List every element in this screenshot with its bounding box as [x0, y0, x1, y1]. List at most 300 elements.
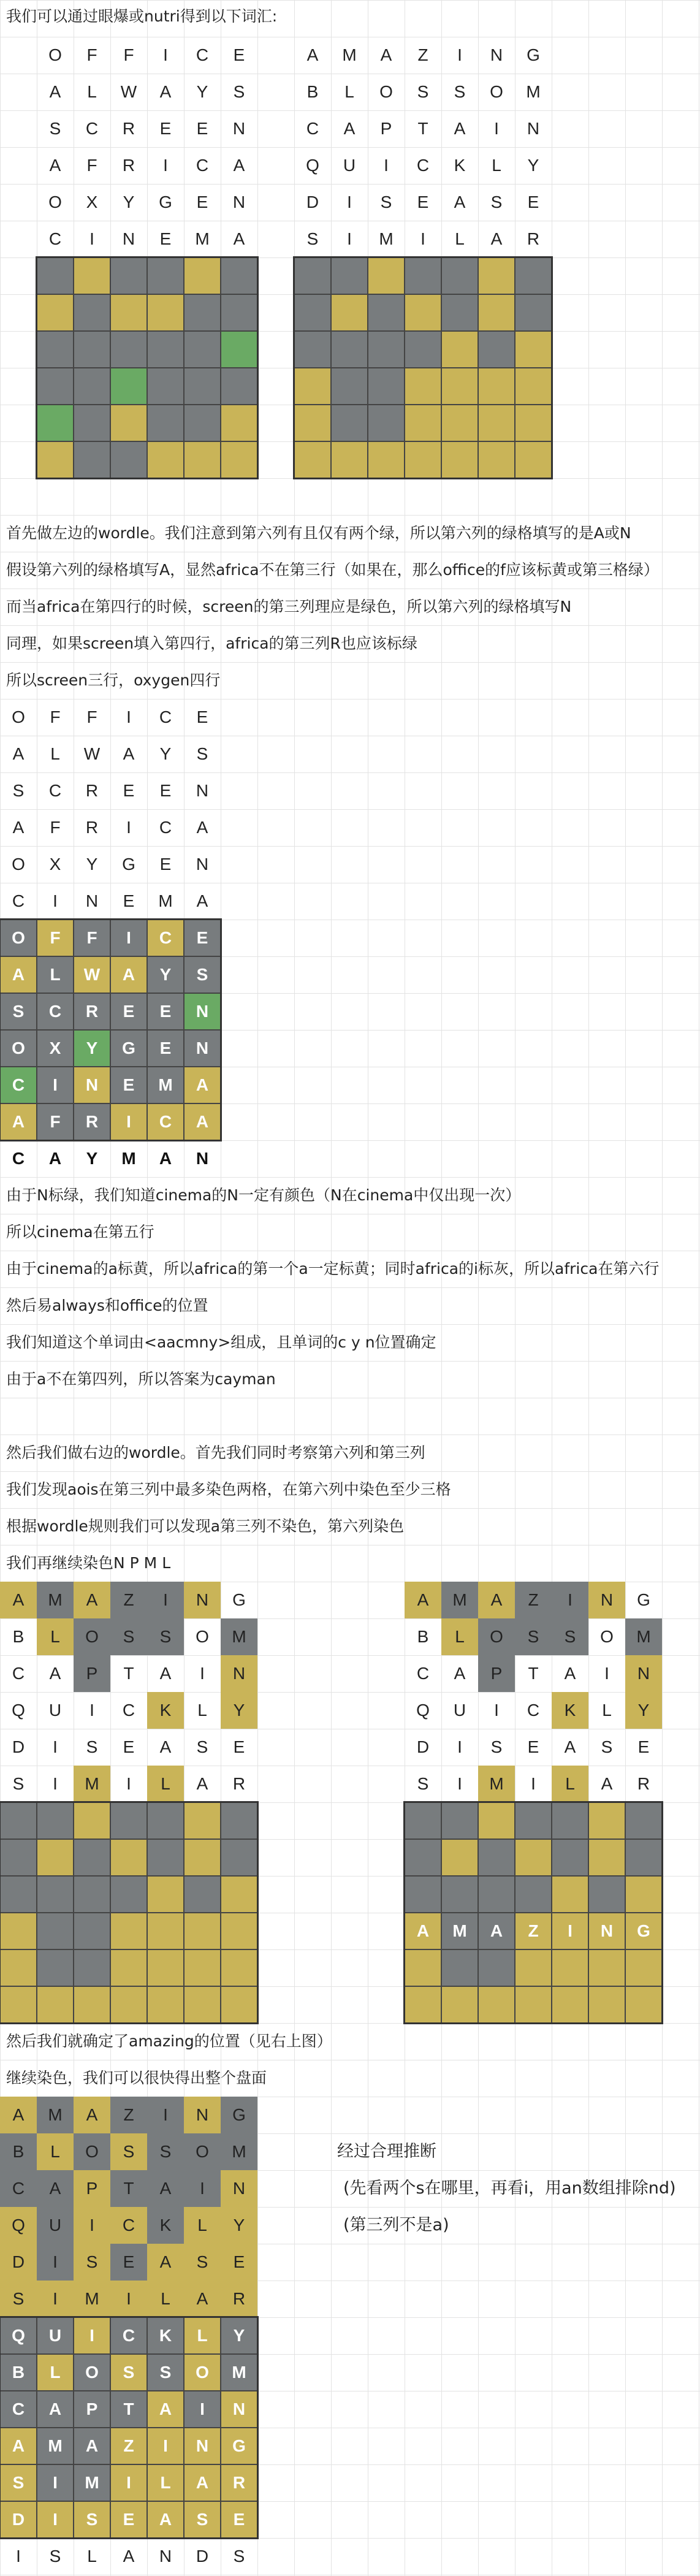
- right-pattern-partial-a-cell: [74, 1913, 110, 1949]
- left-word-list-cell: I: [89, 229, 94, 248]
- left-word-list-2-cell: O: [12, 855, 25, 874]
- right-answer-row-cell: I: [16, 2547, 21, 2566]
- right-word-list-cell: C: [416, 156, 430, 175]
- right-words-partial-b-cell: L: [552, 1766, 588, 1802]
- right-words-partial-a-cell: O: [196, 1627, 209, 1646]
- right-words-partial-b-cell: C: [416, 1664, 430, 1683]
- right-solved-board-cell: I: [37, 2464, 74, 2501]
- right-pattern-grid-cell: [368, 331, 405, 368]
- right-pattern-partial-a-cell: [221, 1913, 257, 1949]
- text-p2: 假设第六列的绿格填写A，显然africa不在第三行（如果在，那么office的f应该标黄或第三格绿）: [6, 561, 659, 579]
- right-words-full-cell: U: [37, 2207, 74, 2244]
- right-words-partial-b-cell: S: [417, 1774, 429, 1793]
- right-pattern-partial-b-cell: [588, 1986, 625, 2023]
- right-pattern-partial-b-cell: M: [441, 1913, 478, 1949]
- right-words-full-cell: S: [0, 2281, 37, 2317]
- right-pattern-partial-b-cell: [515, 1876, 552, 1913]
- left-pattern-grid-cell: [110, 257, 147, 294]
- right-word-list-cell: I: [384, 156, 389, 175]
- right-pattern-partial-b-cell: [478, 1839, 515, 1876]
- right-word-list-cell: Z: [417, 45, 428, 64]
- right-solved-board-cell: I: [184, 2391, 221, 2428]
- left-pattern-grid-cell: [184, 294, 221, 331]
- left-pattern-grid: [37, 257, 257, 478]
- left-word-list-2-cell: F: [50, 707, 61, 726]
- right-word-list-cell: I: [457, 45, 462, 64]
- right-pattern-partial-b-cell: [625, 1949, 662, 1986]
- right-words-partial-b-cell: A: [454, 1664, 466, 1683]
- left-solved-board-cell: A: [110, 956, 147, 993]
- right-words-full-cell: Z: [110, 2097, 147, 2133]
- right-words-full-cell: G: [221, 2097, 257, 2133]
- right-pattern-grid-cell: [331, 441, 368, 478]
- text-p7: 所以cinema在第五行: [6, 1223, 154, 1241]
- right-pattern-partial-b-cell: [478, 1949, 515, 1986]
- right-pattern-grid-cell: [515, 368, 552, 405]
- right-words-full-cell: M: [74, 2281, 110, 2317]
- right-solved-board-cell: N: [184, 2428, 221, 2464]
- right-solved-board-cell: U: [37, 2317, 74, 2354]
- text-p9: 然后易always和office的位置: [6, 1297, 208, 1314]
- right-word-list-cell: I: [494, 119, 499, 138]
- right-words-partial-b-cell: M: [441, 1582, 478, 1618]
- left-pattern-grid-cell: [221, 294, 257, 331]
- text-p15: 我们再继续染色N P M L: [6, 1554, 171, 1572]
- right-word-list-cell: S: [490, 192, 503, 211]
- right-pattern-partial-a-cell: [110, 1949, 147, 1986]
- left-solved-board-cell: O: [0, 1030, 37, 1067]
- right-pattern-partial-a-cell: [0, 1913, 37, 1949]
- left-pattern-grid-cell: [74, 294, 110, 331]
- left-word-list-2-cell: N: [196, 855, 209, 874]
- right-words-partial-b-cell: I: [457, 1737, 462, 1756]
- right-words-partial-b-cell: Y: [625, 1692, 662, 1729]
- right-words-partial-b-cell: R: [637, 1774, 650, 1793]
- left-word-list-cell: S: [233, 82, 245, 101]
- right-pattern-partial-b-cell: [405, 1949, 441, 1986]
- right-solved-board-cell: E: [221, 2501, 257, 2538]
- right-words-full-cell: I: [184, 2170, 221, 2207]
- left-pattern-grid-cell: [221, 405, 257, 441]
- left-solved-board-cell: E: [110, 993, 147, 1030]
- right-pattern-partial-a-cell: [147, 1913, 184, 1949]
- right-word-list-cell: C: [306, 119, 319, 138]
- right-words-partial-a-cell: I: [147, 1582, 184, 1618]
- right-word-list-cell: O: [379, 82, 393, 101]
- left-word-list-cell: E: [233, 45, 245, 64]
- left-solved-board-cell: O: [0, 920, 37, 956]
- left-word-list-2-cell: E: [196, 707, 208, 726]
- right-pattern-partial-b-cell: [441, 1802, 478, 1839]
- right-word-list: [294, 37, 552, 257]
- left-pattern-grid-cell: [147, 294, 184, 331]
- left-solved-board-cell: I: [110, 920, 147, 956]
- right-words-partial-b-cell: O: [600, 1627, 614, 1646]
- right-words-partial-b-cell: P: [478, 1655, 515, 1692]
- right-words-partial-b-cell: G: [637, 1590, 650, 1609]
- right-pattern-partial-a: [0, 1802, 257, 2023]
- right-words-partial-b-cell: D: [416, 1737, 430, 1756]
- right-words-partial-a-cell: N: [221, 1655, 257, 1692]
- right-words-partial-b-cell: S: [490, 1737, 503, 1756]
- right-words-partial-b-cell: N: [588, 1582, 625, 1618]
- left-pattern-grid-cell: [221, 441, 257, 478]
- right-pattern-partial-b-cell: [405, 1876, 441, 1913]
- right-word-list-cell: S: [454, 82, 466, 101]
- right-pattern-partial-b-cell: [441, 1839, 478, 1876]
- left-word-list-2-cell: A: [196, 818, 208, 837]
- left-solved-board-cell: W: [74, 956, 110, 993]
- right-word-list-cell: M: [379, 229, 394, 248]
- text-p3: 而当africa在第四行的时候，screen的第三列理应是绿色，所以第六列的绿格填写N: [6, 598, 572, 615]
- right-words-partial-b-cell: I: [457, 1774, 462, 1793]
- right-word-list-cell: M: [526, 82, 541, 101]
- left-pattern-grid-cell: [184, 331, 221, 368]
- right-words-full: [0, 2097, 257, 2317]
- right-pattern-partial-b-cell: [405, 1802, 441, 1839]
- text-p4: 同理，如果screen填入第四行，africa的第三列R也应该标绿: [6, 634, 417, 652]
- right-words-partial-b-cell: E: [527, 1737, 539, 1756]
- right-words-full-cell: C: [0, 2170, 37, 2207]
- right-word-list-cell: L: [455, 229, 465, 248]
- right-solved-board-cell: Q: [0, 2317, 37, 2354]
- left-solved-board-cell: N: [184, 993, 221, 1030]
- left-answer-row-cell: N: [196, 1149, 209, 1168]
- left-word-list-cell: A: [159, 82, 172, 101]
- right-solved-board-cell: P: [74, 2391, 110, 2428]
- left-answer-row-cell: Y: [86, 1149, 98, 1168]
- right-word-list-cell: D: [306, 192, 319, 211]
- left-word-list-cell: O: [48, 192, 62, 211]
- right-solved-board-cell: I: [147, 2428, 184, 2464]
- right-words-partial-b-cell: I: [531, 1774, 536, 1793]
- left-word-list-2-cell: G: [122, 855, 135, 874]
- right-words-partial-b-cell: K: [552, 1692, 588, 1729]
- left-word-list-2-cell: C: [12, 891, 25, 910]
- left-word-list-2-cell: N: [85, 891, 99, 910]
- right-words-partial-a-cell: U: [48, 1701, 62, 1720]
- right-words-full-cell: D: [0, 2244, 37, 2281]
- right-word-list-cell: A: [306, 45, 319, 64]
- right-answer-row-cell: S: [49, 2547, 61, 2566]
- right-pattern-partial-a-cell: [147, 1949, 184, 1986]
- right-words-partial-a-cell: L: [147, 1766, 184, 1802]
- right-pattern-grid-cell: [441, 441, 478, 478]
- left-pattern-grid-cell: [147, 331, 184, 368]
- right-pattern-grid-cell: [331, 331, 368, 368]
- right-pattern-grid-cell: [478, 368, 515, 405]
- right-pattern-grid-cell: [515, 257, 552, 294]
- right-word-list-cell: N: [490, 45, 503, 64]
- right-words-partial-a-cell: Q: [12, 1701, 25, 1720]
- right-answer-row-cell: A: [123, 2547, 135, 2566]
- left-solved-board-cell: C: [37, 993, 74, 1030]
- left-word-list-cell: E: [159, 119, 172, 138]
- text-p17: 继续染色，我们可以很快得出整个盘面: [6, 2069, 267, 2087]
- right-words-partial-a-cell: E: [233, 1737, 245, 1756]
- left-pattern-grid-cell: [110, 441, 147, 478]
- right-word-list-cell: P: [380, 119, 392, 138]
- left-answer-row-cell: A: [159, 1149, 172, 1168]
- right-pattern-partial-a-cell: [74, 1986, 110, 2023]
- right-pattern-partial-b-cell: [625, 1876, 662, 1913]
- right-words-partial-a-cell: L: [37, 1618, 74, 1655]
- left-word-list-cell: N: [232, 192, 246, 211]
- right-word-list-cell: S: [417, 82, 429, 101]
- right-solved-board-cell: S: [184, 2501, 221, 2538]
- right-words-full-cell: A: [37, 2170, 74, 2207]
- right-pattern-partial-a-cell: [37, 1913, 74, 1949]
- right-word-list-cell: B: [306, 82, 319, 101]
- right-words-partial-a-cell: A: [74, 1582, 110, 1618]
- left-word-list-cell: E: [196, 119, 208, 138]
- right-words-full-cell: L: [184, 2207, 221, 2244]
- left-word-list-cell: L: [87, 82, 97, 101]
- right-words-partial-b-cell: T: [528, 1664, 539, 1683]
- left-solved-board-cell: R: [74, 993, 110, 1030]
- right-solved-board-cell: I: [110, 2464, 147, 2501]
- left-pattern-grid-cell: [184, 257, 221, 294]
- right-words-full-cell: I: [37, 2281, 74, 2317]
- right-pattern-partial-b-cell: [552, 1876, 588, 1913]
- right-words-partial-a-cell: M: [74, 1766, 110, 1802]
- left-word-list-2-cell: O: [12, 707, 25, 726]
- left-word-list-2: [0, 699, 221, 920]
- right-words-partial-b-cell: A: [564, 1664, 576, 1683]
- right-pattern-grid-cell: [441, 294, 478, 331]
- left-word-list-cell: E: [196, 192, 208, 211]
- left-word-list-2-cell: I: [53, 891, 58, 910]
- right-pattern-grid-cell: [331, 405, 368, 441]
- left-solved-board-cell: F: [37, 1103, 74, 1140]
- right-pattern-grid-cell: [294, 441, 331, 478]
- left-word-list-cell: E: [159, 229, 172, 248]
- right-words-partial-b-cell: O: [478, 1618, 515, 1655]
- left-solved-board-cell: X: [37, 1030, 74, 1067]
- right-solved-board-cell: A: [147, 2391, 184, 2428]
- right-pattern-partial-a-cell: [0, 1839, 37, 1876]
- left-pattern-grid-cell: [221, 331, 257, 368]
- right-words-full-cell: I: [110, 2281, 147, 2317]
- right-pattern-grid-cell: [441, 331, 478, 368]
- right-words-full-cell: A: [0, 2097, 37, 2133]
- right-pattern-partial-b-cell: A: [405, 1913, 441, 1949]
- left-solved-board-cell: C: [147, 920, 184, 956]
- right-solved-board-cell: O: [184, 2354, 221, 2391]
- right-words-partial-b-cell: N: [625, 1655, 662, 1692]
- right-pattern-partial-a-cell: [0, 1802, 37, 1839]
- right-solved-board-cell: S: [110, 2354, 147, 2391]
- right-pattern-grid-cell: [331, 294, 368, 331]
- right-pattern-partial-b-cell: Z: [515, 1913, 552, 1949]
- right-pattern-partial-a-cell: [221, 1876, 257, 1913]
- left-word-list-2-cell: W: [83, 744, 101, 763]
- right-pattern-partial-b-cell: [405, 1986, 441, 2023]
- left-word-list-cell: X: [86, 192, 98, 211]
- right-pattern-partial-a-cell: [147, 1986, 184, 2023]
- right-words-partial-b: [405, 1582, 662, 1802]
- left-word-list-2-cell: S: [12, 781, 25, 800]
- left-word-list-cell: M: [195, 229, 210, 248]
- left-word-list-2-cell: C: [159, 818, 172, 837]
- left-pattern-grid-cell: [221, 257, 257, 294]
- text-p6: 由于N标绿，我们知道cinema的N一定有颜色（N在cinema中仅出现一次）: [6, 1186, 521, 1204]
- left-solved-board-cell: S: [184, 956, 221, 993]
- right-pattern-partial-b-cell: [441, 1949, 478, 1986]
- right-words-partial-b-cell: A: [405, 1582, 441, 1618]
- left-word-list-2-cell: R: [85, 781, 99, 800]
- right-pattern-partial-a-cell: [37, 1839, 74, 1876]
- right-words-partial-a-cell: I: [53, 1774, 58, 1793]
- right-pattern-partial-a-cell: [37, 1986, 74, 2023]
- right-pattern-grid-cell: [441, 257, 478, 294]
- right-pattern-partial-a-cell: [184, 1839, 221, 1876]
- right-pattern-grid-cell: [515, 294, 552, 331]
- right-words-full-cell: A: [147, 2244, 184, 2281]
- left-word-list-cell: A: [49, 82, 61, 101]
- right-word-list-cell: A: [380, 45, 392, 64]
- right-words-partial-b-cell: L: [602, 1701, 612, 1720]
- right-words-partial-b-cell: Q: [416, 1701, 430, 1720]
- right-pattern-partial-a-cell: [74, 1876, 110, 1913]
- right-solved-board-cell: C: [0, 2391, 37, 2428]
- text-n1: 经过合理推断: [337, 2142, 436, 2161]
- right-solved-board-cell: S: [0, 2464, 37, 2501]
- right-words-full-cell: L: [147, 2281, 184, 2317]
- right-pattern-grid-cell: [368, 257, 405, 294]
- right-answer-row-cell: L: [87, 2547, 97, 2566]
- right-words-full-cell: L: [37, 2133, 74, 2170]
- left-pattern-grid-cell: [184, 405, 221, 441]
- left-solved-board-cell: A: [0, 956, 37, 993]
- right-words-partial-a-cell: B: [12, 1627, 25, 1646]
- left-word-list-cell: N: [232, 119, 246, 138]
- left-solved-board-cell: G: [110, 1030, 147, 1067]
- text-p13: 我们发现aois在第三列中最多染色两格，在第六列中染色至少三格: [6, 1480, 451, 1498]
- right-word-list-cell: U: [343, 156, 356, 175]
- left-answer-row-cell: M: [121, 1149, 136, 1168]
- left-solved-board-cell: Y: [74, 1030, 110, 1067]
- left-pattern-grid-cell: [37, 441, 74, 478]
- left-solved-board-cell: A: [184, 1103, 221, 1140]
- right-words-full-cell: S: [74, 2244, 110, 2281]
- right-pattern-partial-a-cell: [110, 1839, 147, 1876]
- right-words-partial-b-cell: I: [604, 1664, 609, 1683]
- right-words-full-cell: E: [221, 2244, 257, 2281]
- left-pattern-grid-cell: [74, 405, 110, 441]
- right-pattern-partial-b-cell: [478, 1986, 515, 2023]
- right-words-partial-a-cell: I: [126, 1774, 131, 1793]
- left-solved-board-cell: I: [110, 1103, 147, 1140]
- right-words-full-cell: A: [74, 2097, 110, 2133]
- right-pattern-grid-cell: [368, 441, 405, 478]
- left-solved-board-cell: N: [184, 1030, 221, 1067]
- right-pattern-grid-cell: [478, 294, 515, 331]
- right-solved-board-cell: A: [184, 2464, 221, 2501]
- right-pattern-partial-a-cell: [147, 1839, 184, 1876]
- right-pattern-partial-a-cell: [221, 1802, 257, 1839]
- left-word-list-cell: F: [86, 45, 97, 64]
- left-solved-board: [0, 920, 221, 1140]
- right-pattern-grid-cell: [331, 257, 368, 294]
- left-word-list-2-cell: F: [50, 818, 61, 837]
- left-solved-board-cell: E: [110, 1067, 147, 1103]
- right-solved-board: [0, 2317, 257, 2538]
- right-words-partial-a-cell: D: [12, 1737, 25, 1756]
- right-solved-board-cell: S: [74, 2501, 110, 2538]
- left-pattern-grid-cell: [74, 257, 110, 294]
- right-pattern-grid-cell: [405, 405, 441, 441]
- left-word-list-2-cell: A: [123, 744, 135, 763]
- left-word-list-2-cell: E: [159, 855, 172, 874]
- right-pattern-partial-b-cell: [625, 1839, 662, 1876]
- right-solved-board-cell: B: [0, 2354, 37, 2391]
- right-pattern-partial-a-cell: [184, 1913, 221, 1949]
- text-p12: 然后我们做右边的wordle。首先我们同时考察第六列和第三列: [6, 1444, 425, 1461]
- left-solved-board-cell: E: [184, 920, 221, 956]
- right-pattern-grid-cell: [405, 441, 441, 478]
- right-pattern-partial-b-cell: [552, 1949, 588, 1986]
- left-pattern-grid-cell: [147, 368, 184, 405]
- right-pattern-grid-cell: [294, 405, 331, 441]
- right-pattern-partial-b: [405, 1802, 662, 2023]
- right-solved-board-cell: T: [110, 2391, 147, 2428]
- right-word-list-cell: K: [454, 156, 466, 175]
- left-pattern-grid-cell: [37, 294, 74, 331]
- left-word-list-2-cell: E: [123, 781, 135, 800]
- right-words-full-cell: N: [184, 2097, 221, 2133]
- left-solved-board-cell: E: [147, 993, 184, 1030]
- right-words-partial-b-cell: C: [527, 1701, 540, 1720]
- left-word-list-2-cell: L: [50, 744, 60, 763]
- right-answer-row: [0, 2538, 257, 2575]
- left-solved-board-cell: R: [74, 1103, 110, 1140]
- right-words-partial-a-cell: S: [196, 1737, 208, 1756]
- right-solved-board-cell: L: [184, 2317, 221, 2354]
- right-pattern-grid-cell: [294, 331, 331, 368]
- left-word-list-2-cell: Y: [86, 855, 98, 874]
- right-solved-board-cell: M: [74, 2464, 110, 2501]
- right-word-list-cell: G: [527, 45, 540, 64]
- right-pattern-partial-a-cell: [110, 1986, 147, 2023]
- left-word-list-2-cell: R: [85, 818, 99, 837]
- right-words-partial-a-cell: O: [74, 1618, 110, 1655]
- right-pattern-partial-b-cell: [625, 1802, 662, 1839]
- right-pattern-partial-b-cell: [588, 1876, 625, 1913]
- right-solved-board-cell: Y: [221, 2317, 257, 2354]
- right-answer-row-cell: D: [196, 2547, 209, 2566]
- right-solved-board-cell: A: [0, 2428, 37, 2464]
- right-words-full-cell: A: [184, 2281, 221, 2317]
- right-word-list-cell: L: [492, 156, 501, 175]
- right-pattern-grid-cell: [478, 441, 515, 478]
- right-words-full-cell: K: [147, 2207, 184, 2244]
- right-words-full-cell: M: [37, 2097, 74, 2133]
- left-word-list-cell: C: [196, 45, 209, 64]
- left-word-list-cell: Y: [196, 82, 208, 101]
- left-pattern-grid-cell: [110, 294, 147, 331]
- left-word-list-2-cell: F: [86, 707, 97, 726]
- right-pattern-grid-cell: [405, 368, 441, 405]
- right-pattern-partial-b-cell: [588, 1949, 625, 1986]
- right-solved-board-cell: S: [147, 2354, 184, 2391]
- text-n3: (第三列不是a): [343, 2216, 449, 2235]
- left-word-list-2-cell: X: [49, 855, 61, 874]
- right-word-list-cell: I: [347, 192, 352, 211]
- right-pattern-grid-cell: [368, 368, 405, 405]
- right-pattern-partial-b-cell: [441, 1986, 478, 2023]
- left-answer-row-cell: C: [12, 1149, 25, 1168]
